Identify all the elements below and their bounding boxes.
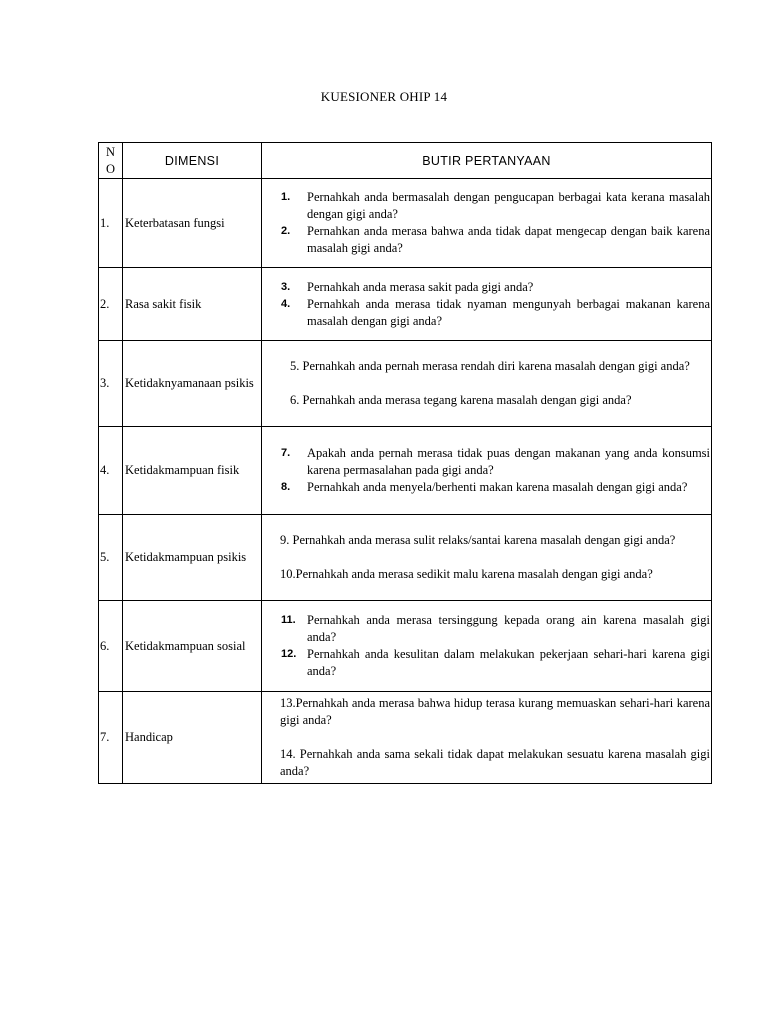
question-text: 5. Pernahkah anda pernah merasa rendah diri karena masalah dengan gigi anda?: [290, 359, 690, 373]
question-text: 10.Pernahkah anda merasa sedikit malu karena masalah dengan gigi anda?: [280, 567, 653, 581]
row-dimension: Ketidakmampuan sosial: [123, 601, 262, 692]
question-item: [281, 479, 710, 496]
question-item: [281, 279, 710, 296]
question-text: Pernahkah anda merasa tersinggung kepada orang ain karena masalah gigi anda?: [307, 613, 710, 644]
question-number: 11.: [281, 614, 296, 626]
question-item: [281, 445, 710, 479]
question-number: 7.: [281, 447, 291, 459]
table-row: [99, 601, 712, 692]
question-item: [281, 646, 710, 680]
header-no-line2: O: [105, 161, 116, 176]
question-number: 8.: [281, 481, 291, 493]
row-dimension: Rasa sakit fisik: [123, 268, 262, 341]
row-dimension: Ketidakmampuan fisik: [123, 427, 262, 515]
question-number: 2.: [281, 225, 291, 237]
row-questions: [262, 268, 712, 341]
question-number: 4.: [281, 297, 291, 310]
table-row: [99, 692, 712, 784]
row-number: 5.: [99, 515, 123, 601]
table-row: [99, 268, 712, 341]
question-item: [281, 223, 710, 257]
header-no: [99, 143, 123, 179]
question-number: 12.: [281, 648, 297, 660]
row-number: 6.: [99, 601, 123, 692]
row-dimension: Handicap: [123, 692, 262, 784]
document-title: KUESIONER OHIP 14: [320, 89, 448, 104]
question-text: Apakah anda pernah merasa tidak puas dengan makanan yang anda konsumsi karena permasalahan pada gigi anda?: [307, 446, 710, 477]
table-row: [99, 341, 712, 427]
row-questions: [262, 179, 712, 268]
questionnaire-table: [98, 142, 712, 784]
row-number: 3.: [99, 341, 123, 427]
table-row: [99, 515, 712, 601]
question-text: Pernahkah anda bermasalah dengan pengucapan berbagai kata kerana masalah dengan gigi anda?: [307, 190, 710, 221]
question-text: Pernahkah anda menyela/berhenti makan karena masalah dengan gigi anda?: [307, 480, 688, 494]
header-no-line1: N: [105, 144, 116, 159]
row-questions: [262, 601, 712, 692]
row-number: 7.: [99, 692, 123, 784]
question-number: 1.: [281, 191, 291, 203]
question-text: 9. Pernahkah anda merasa sulit relaks/santai karena masalah dengan gigi anda?: [280, 533, 676, 547]
question-item: [281, 189, 710, 223]
header-butir-pertanyaan: BUTIR PERTANYAAN: [262, 143, 712, 179]
row-questions: [262, 427, 712, 515]
header-dimensi: DIMENSI: [123, 143, 262, 179]
question-text: Pernahkah anda merasa sakit pada gigi anda?: [307, 279, 534, 294]
question-item: [281, 612, 710, 646]
table-row: [99, 179, 712, 268]
table-row: [99, 427, 712, 515]
question-text: Pernahkan anda merasa bahwa anda tidak dapat mengecap dengan baik karena masalah gigi anda?: [307, 224, 710, 255]
row-dimension: Keterbatasan fungsi: [123, 179, 262, 268]
row-number: 2.: [99, 268, 123, 341]
row-dimension: Ketidakmampuan psikis: [123, 515, 262, 601]
question-text: 6. Pernahkah anda merasa tegang karena masalah dengan gigi anda?: [290, 393, 632, 407]
row-questions: [262, 341, 712, 427]
question-item: [281, 296, 710, 330]
row-number: 1.: [99, 179, 123, 268]
row-questions: [262, 692, 712, 784]
row-questions: [262, 515, 712, 601]
question-text: Pernahkah anda merasa tidak nyaman mengunyah berbagai makanan karena masalah dengan gigi anda?: [307, 296, 710, 328]
question-text: 13.Pernahkah anda merasa bahwa hidup terasa kurang memuaskan sehari-hari karena gigi anda?: [280, 696, 710, 727]
question-text: Pernahkah anda kesulitan dalam melakukan pekerjaan sehari-hari karena gigi anda?: [307, 647, 710, 678]
row-dimension: Ketidaknyamanaan psikis: [123, 341, 262, 427]
table-header-row: [99, 143, 712, 179]
question-number: 3.: [281, 280, 291, 293]
row-number: 4.: [99, 427, 123, 515]
question-text: 14. Pernahkah anda sama sekali tidak dapat melakukan sesuatu karena masalah gigi anda?: [280, 747, 710, 778]
